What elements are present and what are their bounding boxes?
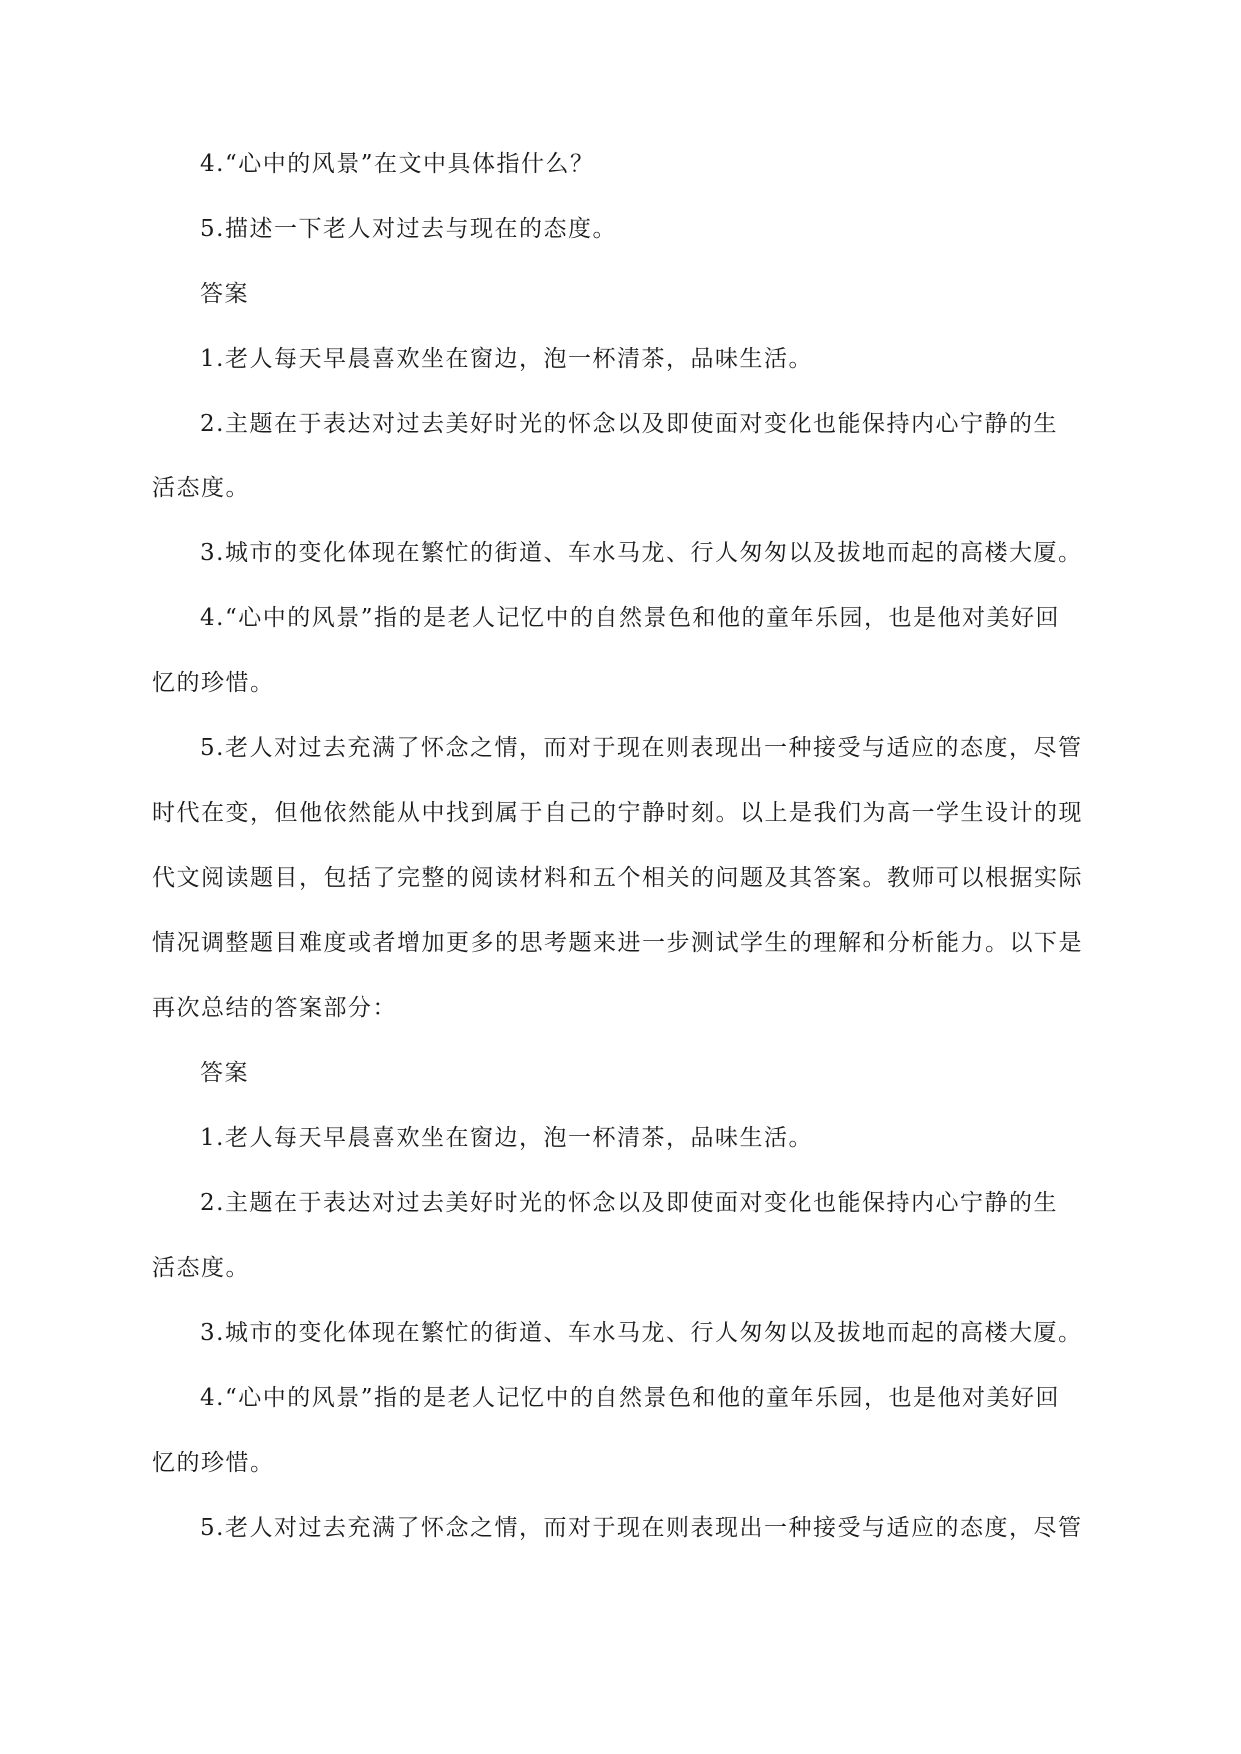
answer-5: 5.老人对过去充满了怀念之情，而对于现在则表现出一种接受与适应的态度，尽管 [200, 735, 1083, 761]
answer-heading: 答案 [200, 281, 249, 307]
answer-5-cont-3: 情况调整题目难度或者增加更多的思考题来进一步测试学生的理解和分析能力。以下是 [152, 930, 1083, 956]
answer-5-cont-4: 再次总结的答案部分： [152, 995, 397, 1021]
answer-1: 1.老人每天早晨喜欢坐在窗边，泡一杯清茶，品味生活。 [200, 346, 813, 372]
answer-2: 2.主题在于表达对过去美好时光的怀念以及即使面对变化也能保持内心宁静的生 [200, 411, 1058, 437]
question-5: 5.描述一下老人对过去与现在的态度。 [200, 216, 617, 242]
answer-5-cont-1: 时代在变，但他依然能从中找到属于自己的宁静时刻。以上是我们为高一学生设计的现 [152, 800, 1083, 826]
answer-2-repeat: 2.主题在于表达对过去美好时光的怀念以及即使面对变化也能保持内心宁静的生 [200, 1190, 1058, 1216]
answer-4-cont: 忆的珍惜。 [152, 670, 275, 696]
answer-4-repeat: 4.“心中的风景”指的是老人记忆中的自然景色和他的童年乐园，也是他对美好回 [200, 1385, 1060, 1411]
answer-5-repeat: 5.老人对过去充满了怀念之情，而对于现在则表现出一种接受与适应的态度，尽管 [200, 1515, 1083, 1541]
answer-5-cont-2: 代文阅读题目，包括了完整的阅读材料和五个相关的问题及其答案。教师可以根据实际 [152, 865, 1083, 891]
answer-1-repeat: 1.老人每天早晨喜欢坐在窗边，泡一杯清茶，品味生活。 [200, 1125, 813, 1151]
answer-3: 3.城市的变化体现在繁忙的街道、车水马龙、行人匆匆以及拔地而起的高楼大厦。 [200, 540, 1083, 566]
answer-4: 4.“心中的风景”指的是老人记忆中的自然景色和他的童年乐园，也是他对美好回 [200, 605, 1060, 631]
answer-heading-2: 答案 [200, 1060, 249, 1086]
answer-2-cont: 活态度。 [152, 475, 250, 501]
answer-3-repeat: 3.城市的变化体现在繁忙的街道、车水马龙、行人匆匆以及拔地而起的高楼大厦。 [200, 1320, 1083, 1346]
question-4: 4.“心中的风景”在文中具体指什么？ [200, 151, 595, 177]
answer-4-repeat-cont: 忆的珍惜。 [152, 1450, 275, 1476]
answer-2-repeat-cont: 活态度。 [152, 1255, 250, 1281]
